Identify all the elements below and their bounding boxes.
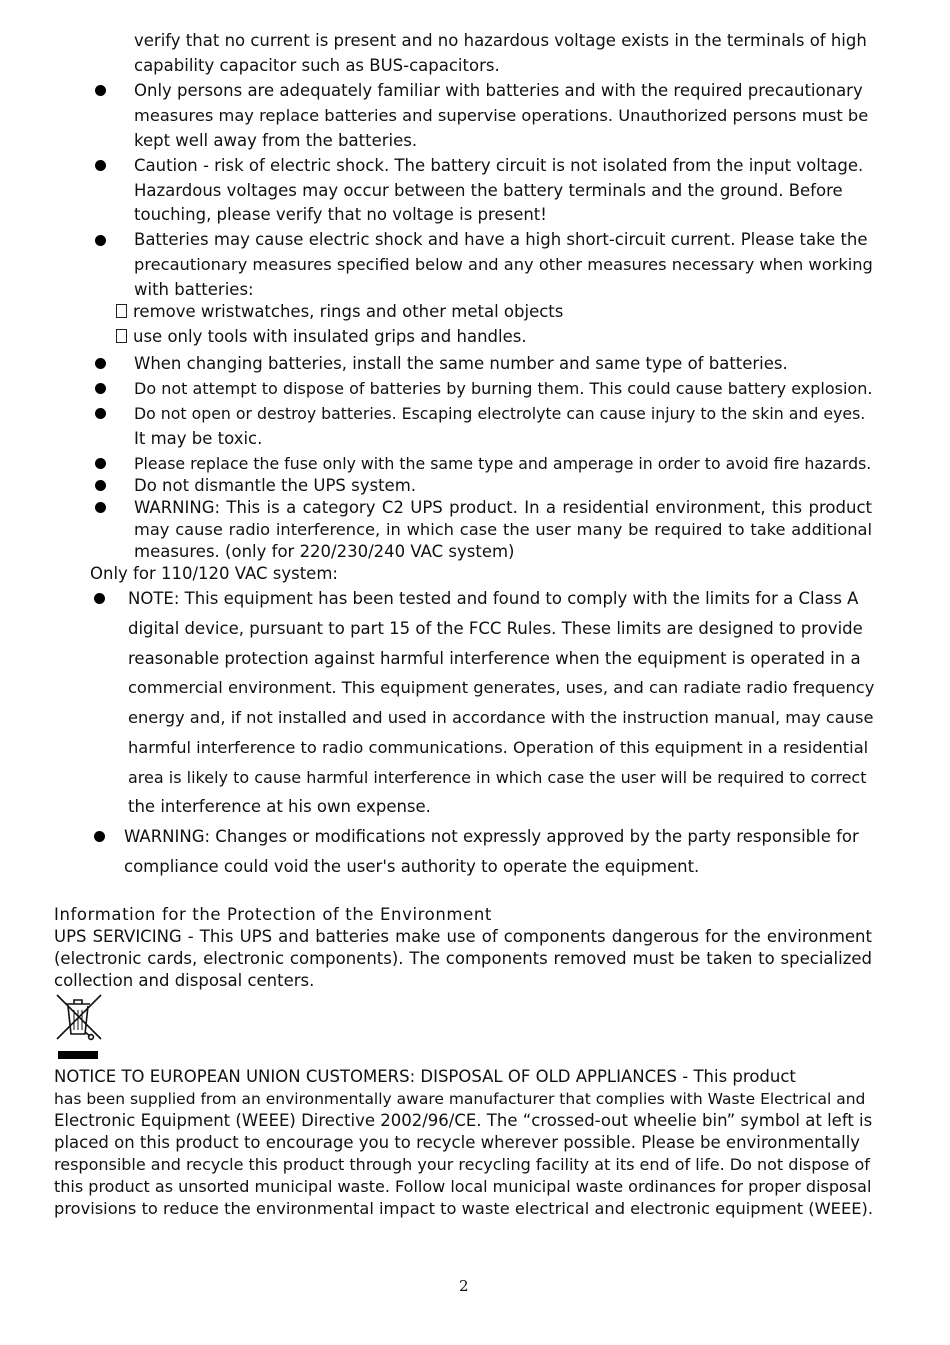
text-line: measures. (only for 220/230/240 VAC system)	[134, 542, 515, 561]
text-line: Do not dismantle the UPS system.	[134, 476, 417, 495]
text-line: reasonable protection against harmful interference when the equipment is operated in a	[128, 649, 861, 668]
bullet-icon	[95, 480, 106, 491]
bullet-icon	[95, 85, 106, 96]
sub-item-text: use only tools with insulated grips and handles.	[133, 327, 527, 346]
text-line: harmful interference to radio communications. Operation of this equipment in a residential	[128, 738, 869, 757]
text-line: has been supplied from an environmentally aware manufacturer that complies with Waste Electrical and	[54, 1090, 866, 1108]
text-line: commercial environment. This equipment generates, uses, and can radiate radio frequency	[128, 678, 875, 697]
bullet-icon	[95, 408, 106, 419]
text-line: WARNING: This is a category C2 UPS product. In a residential environment, this product	[134, 498, 872, 517]
bullet-icon	[95, 502, 106, 513]
bullet-icon	[95, 458, 106, 469]
crossed-out-wheelie-bin-icon	[54, 992, 104, 1044]
weee-bar	[58, 1051, 98, 1059]
text-line: compliance could void the user's authority to operate the equipment.	[124, 857, 700, 876]
page-number: 2	[459, 1277, 469, 1295]
bullet-icon	[94, 593, 105, 604]
bullet-icon	[95, 358, 106, 369]
text-line: provisions to reduce the environmental impact to waste electrical and electronic equipment (WEEE).	[54, 1199, 873, 1218]
text-line: with batteries:	[134, 280, 254, 299]
text-line: measures may replace batteries and supervise operations. Unauthorized persons must be	[134, 106, 869, 125]
text-line: Hazardous voltages may occur between the battery terminals and the ground. Before	[134, 181, 843, 200]
text-line: WARNING: Changes or modifications not expressly approved by the party responsible for	[124, 827, 859, 846]
text-line: NOTE: This equipment has been tested and found to comply with the limits for a Class A	[128, 589, 859, 608]
text-line: Please replace the fuse only with the same type and amperage in order to avoid fire hazards.	[134, 454, 872, 473]
text-line: Only persons are adequately familiar with batteries and with the required precautionary	[134, 81, 863, 100]
sub-item-text: remove wristwatches, rings and other metal objects	[133, 302, 564, 321]
sub-item	[116, 301, 563, 323]
text-line: Batteries may cause electric shock and have a high short-circuit current. Please take the	[134, 230, 868, 249]
text-line: Caution - risk of electric shock. The battery circuit is not isolated from the input voltage.	[134, 156, 864, 175]
text-line: kept well away from the batteries.	[134, 131, 418, 150]
text-line: Do not open or destroy batteries. Escaping electrolyte can cause injury to the skin and eyes.	[134, 404, 866, 423]
text-line: (electronic cards, electronic components). The components removed must be taken to specialized	[54, 949, 872, 968]
text-line: area is likely to cause harmful interference in which case the user will be required to correct	[128, 768, 867, 787]
text-line: NOTICE TO EUROPEAN UNION CUSTOMERS: DISPOSAL OF OLD APPLIANCES - This product	[54, 1067, 796, 1086]
text-line: the interference at his own expense.	[128, 797, 431, 816]
bullet-icon	[94, 831, 105, 842]
bullet-icon	[95, 235, 106, 246]
text-line: responsible and recycle this product through your recycling facility at its end of life. Do not dispose of	[54, 1155, 870, 1174]
section-heading: Information for the Protection of the Environment	[54, 905, 492, 924]
text-line: It may be toxic.	[134, 429, 263, 448]
text-line: capability capacitor such as BUS-capacitors.	[134, 56, 500, 75]
section-heading: Only for 110/120 VAC system:	[90, 564, 338, 583]
text-line: energy and, if not installed and used in accordance with the instruction manual, may cause	[128, 708, 874, 727]
text-line: precautionary measures specified below and any other measures necessary when working	[134, 255, 873, 274]
sub-item	[116, 326, 527, 348]
box-glyph-icon	[116, 329, 127, 343]
text-line: may cause radio interference, in which case the user many be required to take additional	[134, 520, 872, 539]
text-line: Electronic Equipment (WEEE) Directive 2002/96/CE. The “crossed-out wheelie bin” symbol at left is	[54, 1111, 873, 1130]
text-line: UPS SERVICING - This UPS and batteries make use of components dangerous for the environment	[54, 927, 872, 946]
text-line: digital device, pursuant to part 15 of the FCC Rules. These limits are designed to provide	[128, 619, 863, 638]
text-line: touching, please verify that no voltage is present!	[134, 205, 547, 224]
text-line: Do not attempt to dispose of batteries by burning them. This could cause battery explosion.	[134, 379, 873, 398]
bullet-icon	[95, 383, 106, 394]
text-line: collection and disposal centers.	[54, 971, 315, 990]
text-line: When changing batteries, install the same number and same type of batteries.	[134, 354, 788, 373]
text-line: placed on this product to encourage you to recycle wherever possible. Please be environmentally	[54, 1133, 861, 1152]
text-line: verify that no current is present and no hazardous voltage exists in the terminals of high	[134, 31, 867, 50]
box-glyph-icon	[116, 304, 127, 318]
bullet-icon	[95, 160, 106, 171]
text-line: this product as unsorted municipal waste. Follow local municipal waste ordinances for proper disposal	[54, 1177, 872, 1196]
